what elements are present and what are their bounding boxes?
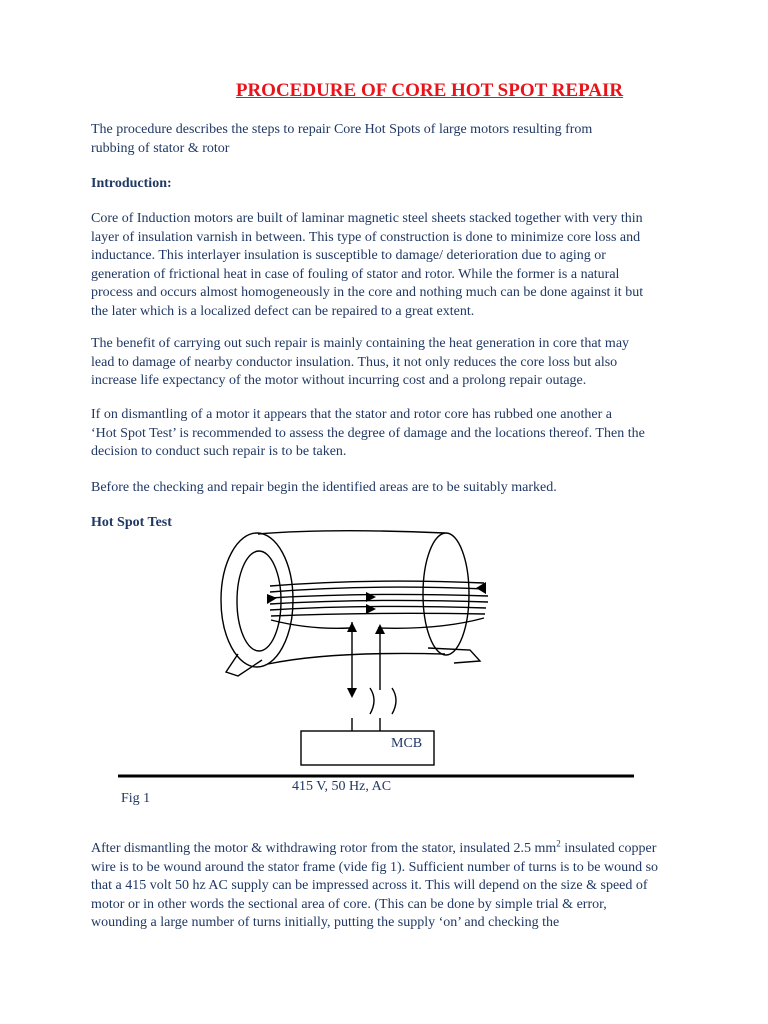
text-line: motor or in other words the sectional area of core. (This can be done by simple trial & error, (91, 896, 607, 912)
text-line: Before the checking and repair begin the identified areas are to be suitably marked. (91, 480, 557, 495)
text-line: The benefit of carrying out such repair is mainly containing the heat generation in core that may (91, 336, 630, 351)
text-line: The procedure describes the steps to repair Core Hot Spots of large motors resulting from (91, 122, 593, 137)
text-line: If on dismantling of a motor it appears that the stator and rotor core has rubbed one another a (91, 407, 612, 422)
text-line (91, 840, 684, 859)
connector-left (370, 688, 374, 714)
text-line-part: insulated copper (560, 841, 657, 856)
arrow-up-icon (347, 622, 357, 632)
winding-coil (270, 587, 486, 592)
arrow-up-icon (375, 624, 385, 634)
current-arrow-icon (476, 582, 486, 594)
paragraph-winding-procedure (91, 840, 684, 933)
text-line: ‘Hot Spot Test’ is recommended to assess the degree of damage and the locations thereof. Then the (91, 425, 645, 441)
connector-right (392, 688, 396, 714)
text-line: rubbing of stator & rotor (91, 140, 230, 156)
stator-cylinder-top-edge (258, 531, 445, 534)
hot-spot-test-heading: Hot Spot Test (91, 515, 172, 530)
text-line: generation of frictional heat in case of fouling of stator and rotor. While the former is a natural (91, 266, 620, 282)
current-arrow-icon (267, 594, 277, 604)
text-line: decision to conduct such repair is to be taken. (91, 444, 347, 459)
winding-coil (270, 600, 488, 604)
introduction-heading: Introduction: (91, 176, 172, 191)
winding-coil (270, 606, 486, 610)
winding-coil (270, 581, 484, 586)
text-line: layer of insulation varnish in between. This type of construction is done to minimize core loss and (91, 229, 641, 245)
text-line: Core of Induction motors are built of laminar magnetic steel sheets stacked together with very thin (91, 211, 643, 226)
stator-front-inner-ring (237, 551, 281, 651)
text-line: wounding a large number of turns initially, putting the supply ‘on’ and checking the (91, 915, 560, 930)
text-line: process and occurs almost homogeneously in the core and nothing much can be done against it but (91, 285, 644, 300)
supply-label: 415 V, 50 Hz, AC (292, 779, 392, 794)
superscript: 2 (556, 838, 561, 849)
page-title-text: PROCEDURE OF CORE HOT SPOT REPAIR (235, 80, 624, 101)
text-line: increase life expectancy of the motor without incurring cost and a prolong repair outage. (91, 373, 587, 388)
stator-front-outer-ring (221, 533, 293, 667)
winding-coil-return (271, 620, 350, 628)
winding-coil (271, 613, 485, 616)
text-line: the later which is a localized defect can be repaired to a great extent. (91, 303, 475, 319)
text-line: wire is to be wound around the stator frame (vide fig 1). Sufficient number of turns is to be wound so (91, 859, 659, 875)
text-line: lead to damage of nearby conductor insulation. Thus, it not only reduces the core loss but also (91, 354, 618, 370)
winding-coil (270, 594, 488, 598)
arrow-down-icon (347, 688, 357, 698)
text-line: that a 415 volt 50 hz AC supply can be impressed across it. This will depend on the size & speed of (91, 878, 648, 893)
winding-coil-return (378, 618, 484, 628)
text-line-part: After dismantling the motor & withdrawing rotor from the stator, insulated 2.5 mm (91, 841, 557, 856)
mcb-label: MCB (391, 736, 423, 751)
current-arrow-icon (366, 604, 376, 614)
text-line: inductance. This interlayer insulation is susceptible to damage/ deterioration due to aging or (91, 248, 606, 263)
stator-cylinder-bottom-edge (268, 653, 445, 664)
figure-caption: Fig 1 (121, 791, 151, 806)
stator-base (226, 648, 480, 676)
